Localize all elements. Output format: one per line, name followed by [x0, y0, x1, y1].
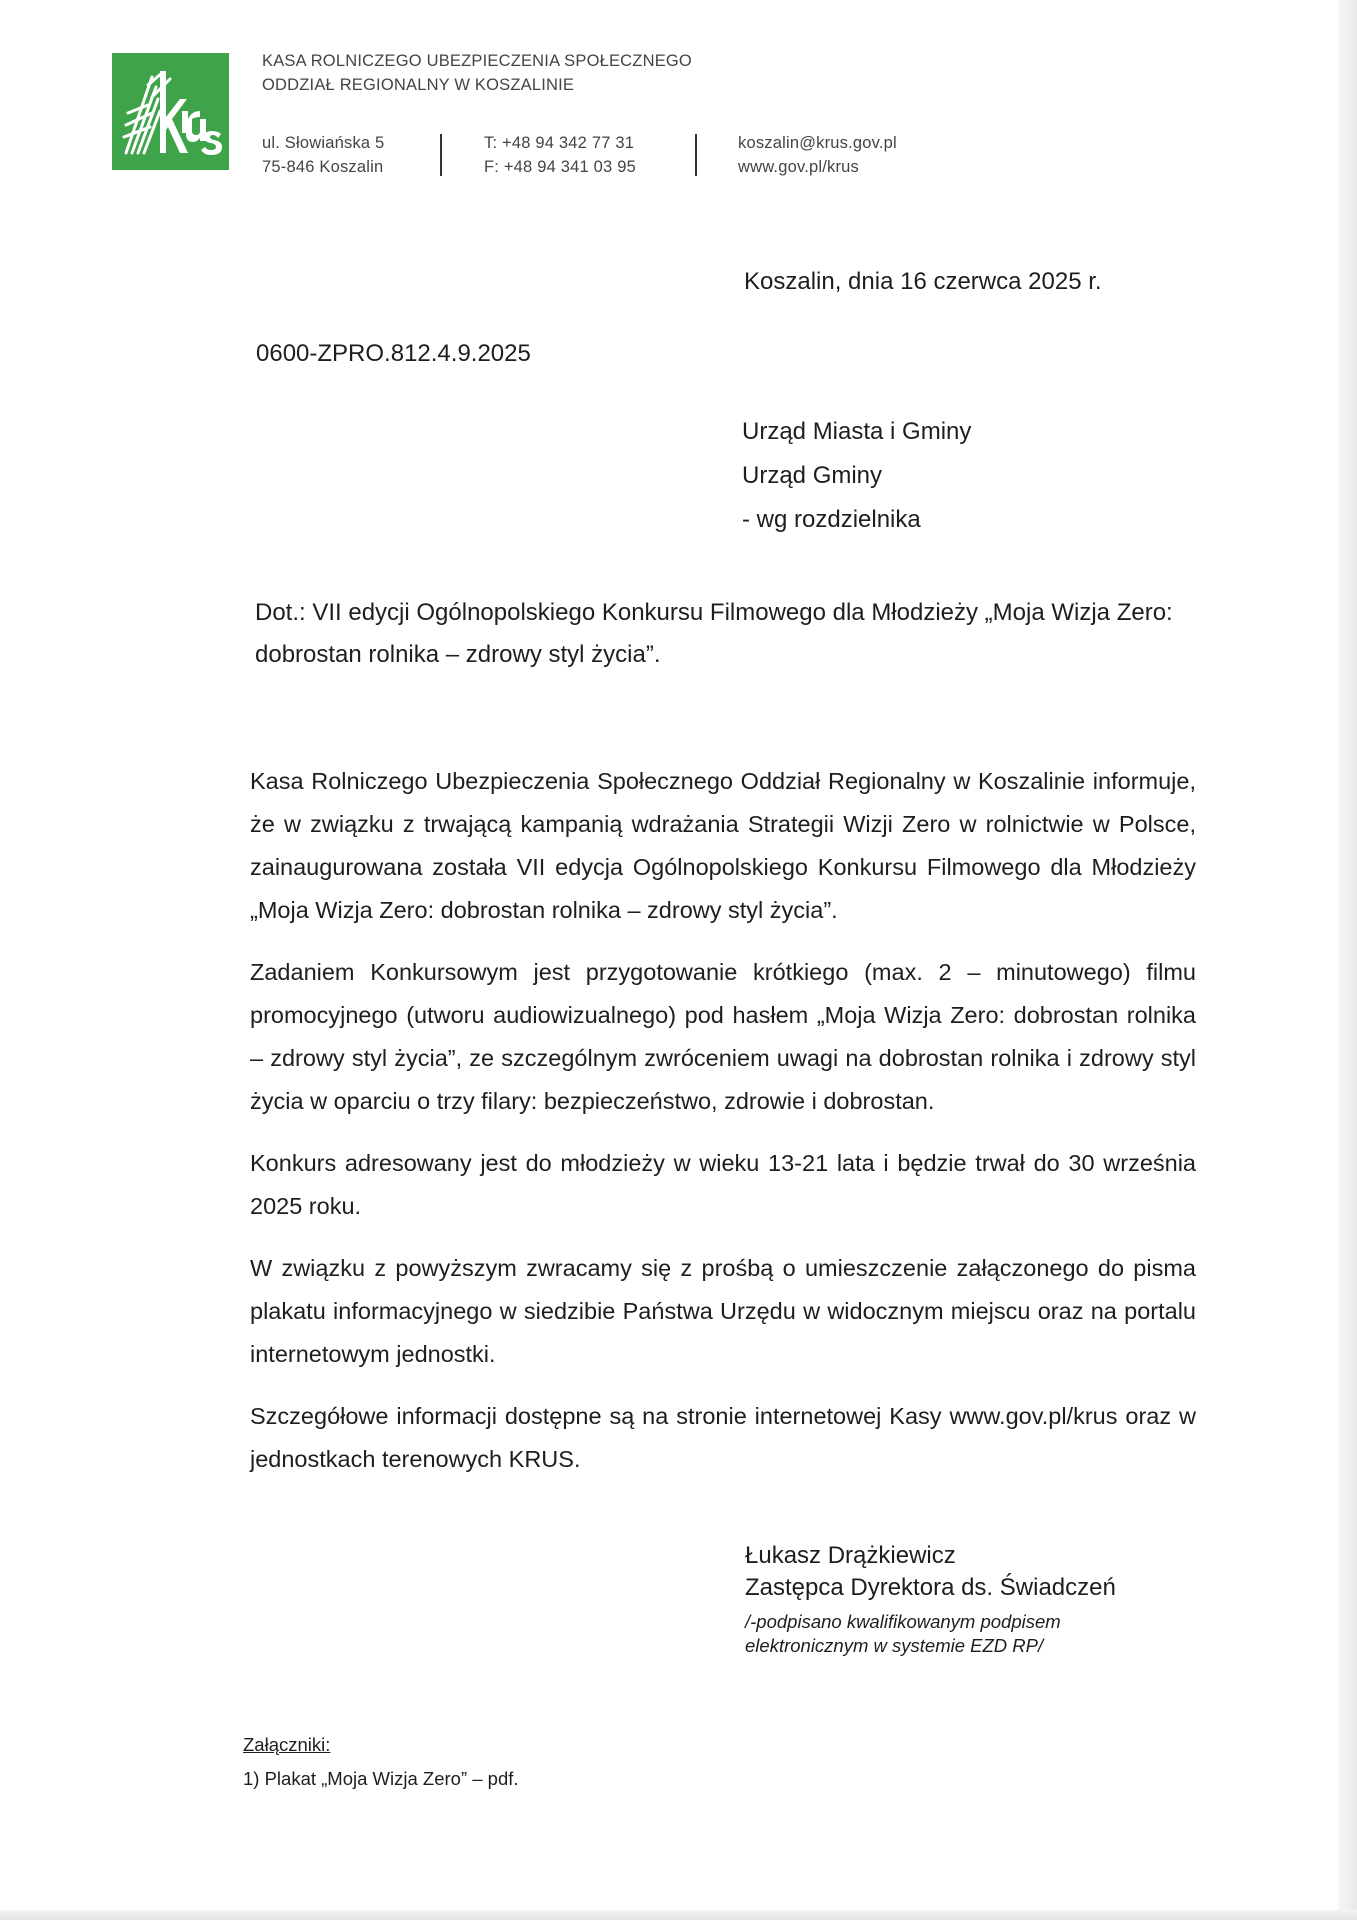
org-name: KASA ROLNICZEGO UBEZPIECZENIA SPOŁECZNEGO	[262, 52, 692, 70]
krus-logo	[112, 53, 229, 170]
reference-number: 0600-ZPRO.812.4.9.2025	[256, 340, 531, 367]
address-city: 75-846 Koszalin	[262, 158, 384, 176]
page-edge-shadow	[1338, 0, 1357, 1920]
subject-line: Dot.: VII edycji Ogólnopolskiego Konkursu Filmowego dla Młodzieży „Moja Wizja Zero:	[255, 599, 1173, 626]
attachments-heading: Załączniki:	[243, 1734, 331, 1755]
body-paragraph: Kasa Rolniczego Ubezpieczenia Społecznego Oddział Regionalny w Koszalinie informuje, że w związku z trwającą kampanią wdrażania Strategii Wizji Zero w rolnictwie w Polsce, zainaugurowana została VII edycja Ogólnopolskiego Konkursu Filmowego dla Młodzieży „Moja Wizja Zero: dobrostan rolnika – zdrowy styl życia”.	[250, 768, 1196, 923]
header-phones	[484, 131, 636, 179]
letter-date: Koszalin, dnia 16 czerwca 2025 r.	[744, 268, 1102, 295]
phone-number: T: +48 94 342 77 31	[484, 134, 635, 152]
signature-note	[745, 1610, 1116, 1658]
signature-note-line: elektronicznym w systemie EZD RP/	[745, 1635, 1044, 1656]
page-edge-shadow-bottom	[0, 1910, 1357, 1920]
body-paragraph: W związku z powyższym zwracamy się z prośbą o umieszczenie załączonego do pisma plakatu informacyjnego w siedzibie Państwa Urzędu w widocznym miejscu oraz na portalu internetowym jednostki.	[250, 1255, 1196, 1367]
signatory-name: Łukasz Drążkiewicz	[745, 1542, 956, 1569]
subject-line: dobrostan rolnika – zdrowy styl życia”.	[255, 641, 661, 668]
recipient-line: Urząd Miasta i Gminy	[742, 418, 972, 445]
header-divider	[695, 134, 697, 176]
address-street: ul. Słowiańska 5	[262, 134, 385, 152]
org-branch: ODDZIAŁ REGIONALNY W KOSZALINIE	[262, 76, 575, 94]
body-paragraph: Zadaniem Konkursowym jest przygotowanie krótkiego (max. 2 – minutowego) filmu promocyjnego (utworu audiowizualnego) pod hasłem „Moja Wizja Zero: dobrostan rolnika – zdrowy styl życia”, ze szczególnym zwróceniem uwagi na dobrostan rolnika i zdrowy styl życia w oparciu o trzy filary: bezpieczeństwo, zdrowie i dobrostan.	[250, 959, 1196, 1114]
attachments-block	[243, 1728, 519, 1796]
header-address	[262, 131, 384, 179]
signature-note-line: /-podpisano kwalifikowanym podpisem	[745, 1611, 1061, 1632]
header-divider	[440, 134, 442, 176]
recipients-block	[742, 410, 971, 542]
krus-logo-icon	[112, 53, 229, 170]
email-link[interactable]: koszalin@krus.gov.pl	[738, 134, 897, 152]
letter-subject	[255, 592, 1200, 676]
letter-body	[250, 760, 1196, 1500]
attachment-item: 1) Plakat „Moja Wizja Zero” – pdf.	[243, 1768, 519, 1789]
signature-block	[745, 1540, 1116, 1658]
header-contact	[738, 131, 897, 179]
header-organization	[262, 49, 692, 97]
website-link[interactable]: www.gov.pl/krus	[738, 158, 859, 176]
recipient-line: Urząd Gminy	[742, 462, 883, 489]
body-paragraph: Konkurs adresowany jest do młodzieży w wieku 13-21 lata i będzie trwał do 30 września 2025 roku.	[250, 1150, 1196, 1219]
recipient-line: - wg rozdzielnika	[742, 506, 921, 533]
fax-number: F: +48 94 341 03 95	[484, 158, 636, 176]
signatory-title: Zastępca Dyrektora ds. Świadczeń	[745, 1574, 1116, 1601]
body-paragraph: Szczegółowe informacji dostępne są na stronie internetowej Kasy www.gov.pl/krus oraz w jednostkach terenowych KRUS.	[250, 1403, 1196, 1472]
